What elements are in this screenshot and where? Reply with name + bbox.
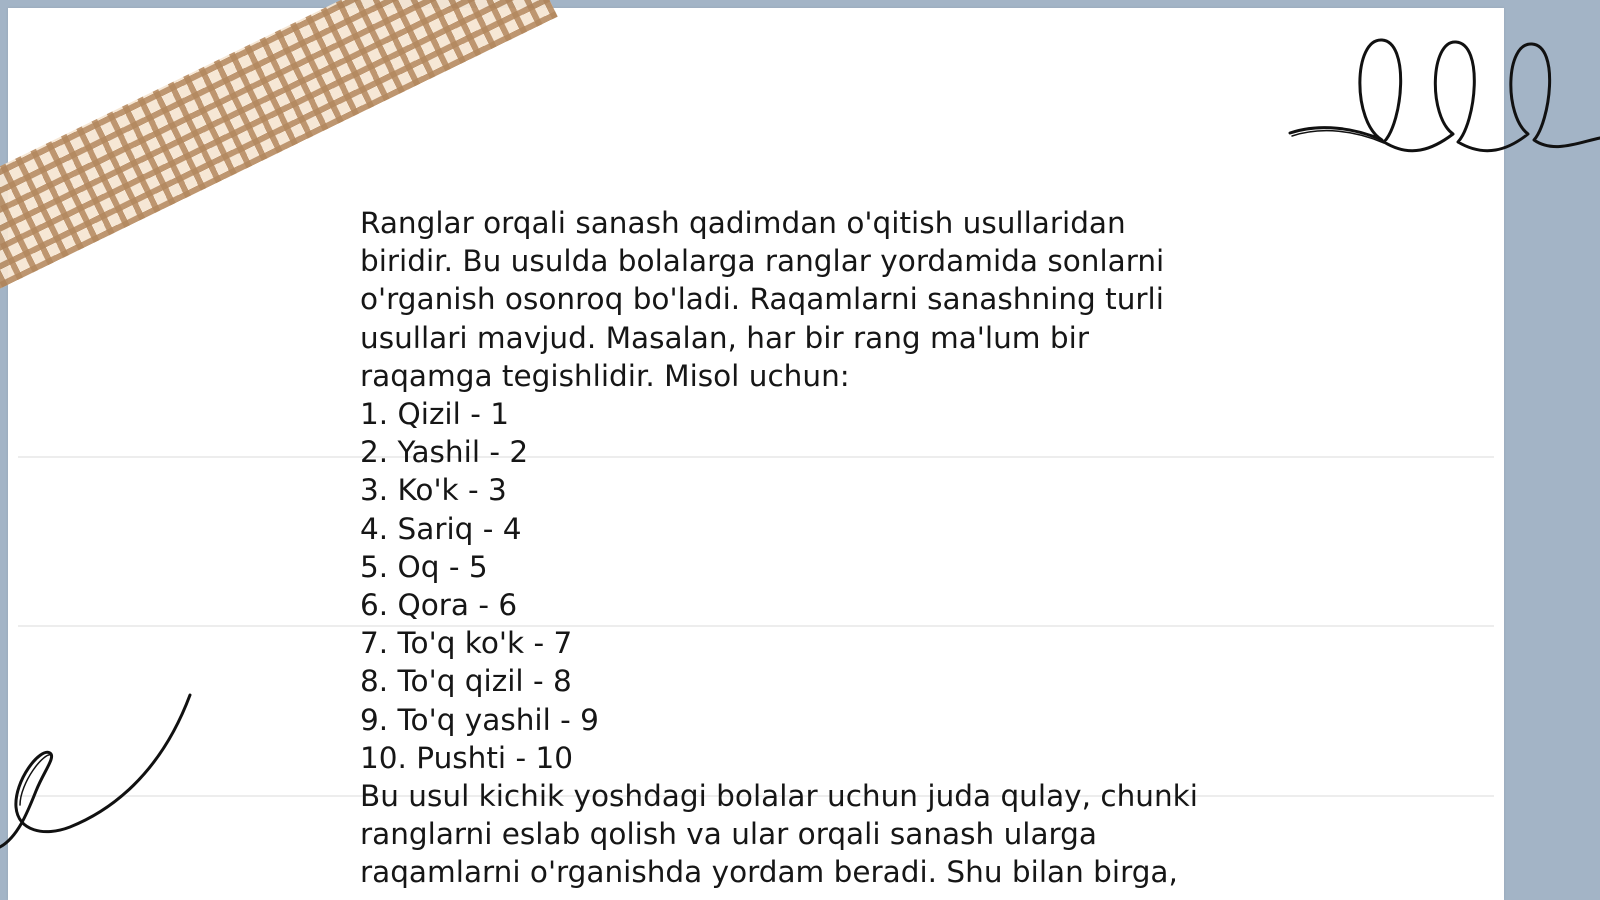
list-item: 8. To'q qizil - 8 (360, 664, 572, 699)
list-item: 3. Ko'k - 3 (360, 473, 507, 508)
list-item: 5. Oq - 5 (360, 549, 488, 584)
color-number-list (360, 395, 1220, 777)
list-item: 6. Qora - 6 (360, 588, 518, 623)
list-item: 4. Sariq - 4 (360, 511, 522, 546)
loop-scribble-icon (1290, 30, 1600, 160)
list-item: 9. To'q yashil - 9 (360, 702, 599, 737)
document-text (360, 204, 1220, 892)
intro-paragraph: Ranglar orqali sanash qadimdan o'qitish usullaridan biridir. Bu usulda bolalarga ranglar yordamida sonlarni o'rganish osonroq bo'ladi. Raqamlarni sanashning turli usullari mavjud. Masalan, har bir rang ma'lum bir raqamga tegishlidir. Misol uchun: (360, 206, 1165, 393)
list-item: 7. To'q ko'k - 7 (360, 626, 573, 661)
list-item: 1. Qizil - 1 (360, 397, 509, 432)
list-item: 2. Yashil - 2 (360, 435, 529, 470)
outro-paragraph: Bu usul kichik yoshdagi bolalar uchun juda qulay, chunki ranglarni eslab qolish va ular orqali sanash ularga raqamlarni o'rganishda yordam beradi. Shu bilan birga, (360, 779, 1198, 890)
swirl-scribble-icon (0, 695, 200, 855)
list-item: 10. Pushti - 10 (360, 740, 574, 775)
